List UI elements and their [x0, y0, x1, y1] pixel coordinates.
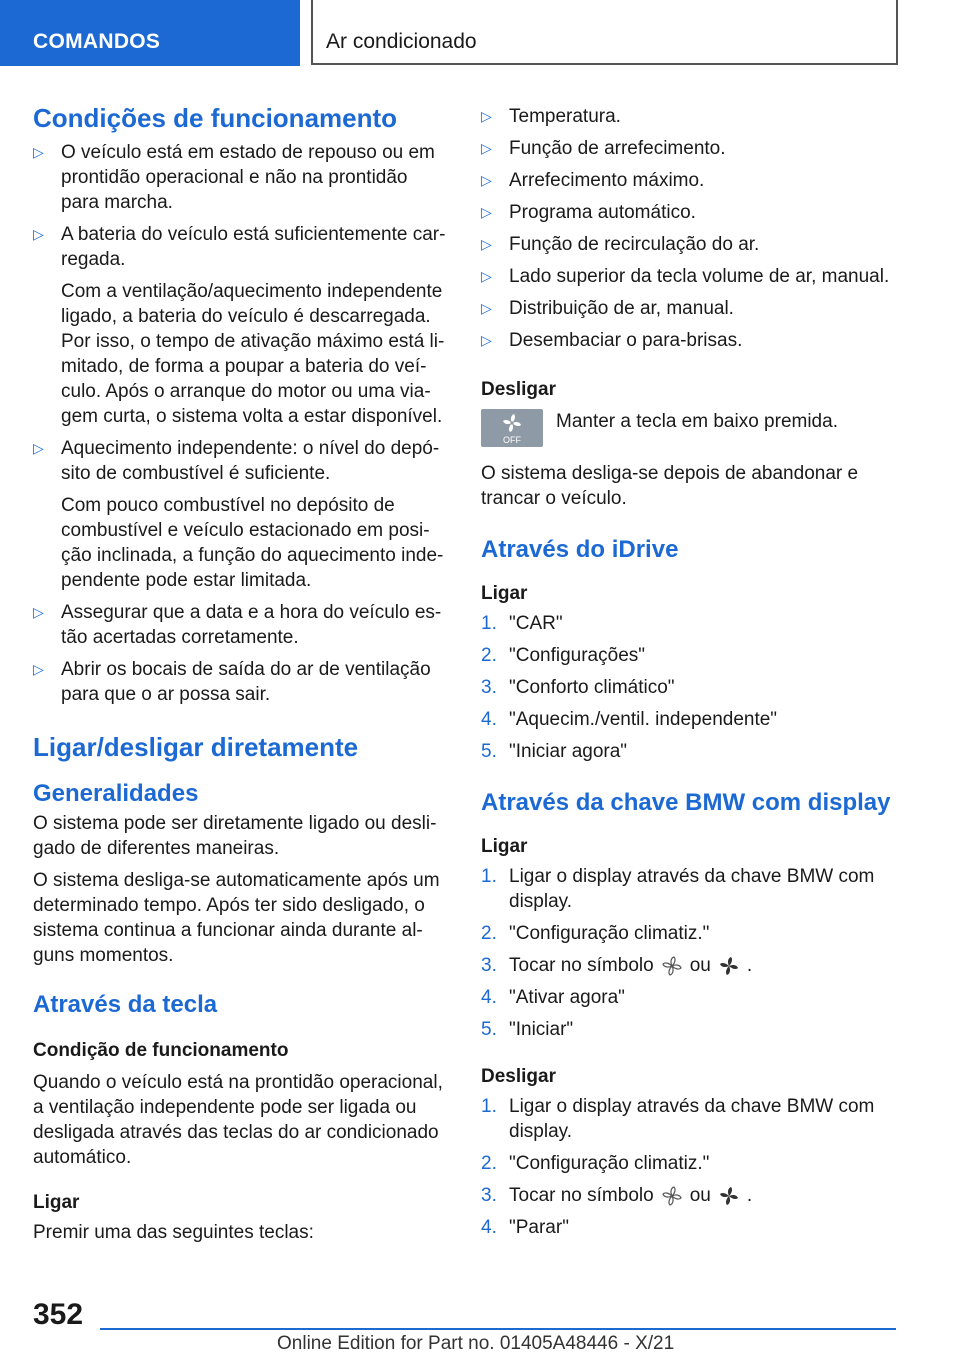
- list-item: 5. "Iniciar agora": [481, 741, 628, 762]
- fan-off-button-icon: [481, 409, 543, 447]
- footer-edition: Online Edition for Part no. 01405A48446 - X/21: [277, 1333, 675, 1354]
- left-column: [33, 100, 448, 1245]
- heading-conditions: Condições de funcionamento: [33, 103, 398, 133]
- list-item: 3. "Conforto climático": [481, 677, 675, 698]
- triangle-bullet-icon: ▷: [481, 108, 492, 124]
- list-item: ▷ Assegurar que a data e a hora do veículo es-tão acertadas corretamente.: [33, 602, 442, 648]
- heading-desligar: Desligar: [481, 379, 556, 400]
- triangle-bullet-icon: ▷: [33, 144, 44, 160]
- triangle-bullet-icon: ▷: [33, 226, 44, 242]
- fan-off-icon: [481, 409, 543, 447]
- conditions-list: [33, 140, 448, 707]
- fan-filled-icon: [717, 955, 741, 977]
- right-column: [481, 104, 901, 1240]
- off-button-row: [481, 409, 901, 451]
- list-item: 1. Ligar o display através da chave BMW com display.: [481, 866, 875, 912]
- footer-divider: [100, 1328, 896, 1330]
- ligar-paragraph: Premir uma das seguintes teclas:: [33, 1222, 314, 1243]
- heading-general: Generalidades: [33, 780, 199, 807]
- list-item: 4. "Ativar agora": [481, 987, 625, 1008]
- triangle-bullet-icon: ▷: [481, 300, 492, 316]
- triangle-bullet-icon: ▷: [481, 236, 492, 252]
- list-item: ▷ Função de arrefecimento.: [481, 138, 726, 159]
- triangle-bullet-icon: ▷: [481, 140, 492, 156]
- chapter-title: Ar condicionado: [326, 30, 477, 53]
- heading-cond2: Condição de funcionamento: [33, 1040, 289, 1061]
- heading-chave: Através da chave BMW com display: [481, 789, 891, 816]
- list-item: ▷ Lado superior da tecla volume de ar, manual.: [481, 266, 890, 287]
- heading-direct: Ligar/desligar diretamente: [33, 732, 359, 762]
- heading-tecla: Através da tecla: [33, 991, 218, 1018]
- list-item: 3. Tocar no símbolo ou .: [481, 955, 753, 976]
- triangle-bullet-icon: ▷: [481, 172, 492, 188]
- page-header: [0, 0, 960, 66]
- list-item: 1. Ligar o display através da chave BMW com display.: [481, 1096, 875, 1142]
- page-number: 352: [33, 1298, 84, 1331]
- list-item: ▷ Programa automático.: [481, 202, 696, 223]
- list-item: 2. "Configurações": [481, 645, 646, 666]
- list-item: 4. "Aquecim./ventil. independente": [481, 709, 778, 730]
- list-item: 4. "Parar": [481, 1217, 569, 1238]
- heading-ligar: Ligar: [33, 1192, 80, 1213]
- fan-outline-icon: [660, 1185, 684, 1207]
- triangle-bullet-icon: ▷: [33, 661, 44, 677]
- list-item: 1. "CAR": [481, 613, 563, 634]
- chave-on-steps: [481, 864, 901, 1042]
- chave-off-steps: [481, 1094, 901, 1240]
- list-item: ▷ O veículo está em estado de repouso ou em prontidão operacional e não na prontidão para marcha.: [33, 142, 435, 213]
- heading-idrive-ligar: Ligar: [481, 583, 528, 604]
- heading-chave-ligar: Ligar: [481, 836, 528, 857]
- chapter-box: [311, 0, 898, 65]
- idrive-steps: [481, 611, 901, 764]
- triangle-bullet-icon: ▷: [481, 204, 492, 220]
- list-item: ▷ Desembaciar o para-brisas.: [481, 330, 743, 351]
- list-item: ▷ Aquecimento independente: o nível do depó-sito de combustível é suficiente. Com pouco combustível no depósito de combustível e veículo estacionado em posi-ção inclinada, a função do aquecimento inde-pendente pode estar limitada.: [33, 438, 444, 591]
- fan-filled-icon: [717, 1185, 741, 1207]
- heading-idrive: Através do iDrive: [481, 536, 679, 563]
- off-button-text: Manter a tecla em baixo premida.: [556, 411, 838, 432]
- svg-text:OFF: OFF: [503, 435, 521, 445]
- triangle-bullet-icon: ▷: [481, 332, 492, 348]
- fan-outline-icon: [660, 955, 684, 977]
- general-paragraph-1: O sistema pode ser diretamente ligado ou desli-gado de diferentes maneiras.: [33, 813, 437, 859]
- section-tab: [0, 0, 300, 66]
- list-item: 2. "Configuração climatiz.": [481, 923, 710, 944]
- list-item: ▷ Abrir os bocais de saída do ar de ventilação para que o ar possa sair.: [33, 659, 431, 705]
- heading-chave-desligar: Desligar: [481, 1066, 556, 1087]
- triangle-bullet-icon: ▷: [33, 604, 44, 620]
- list-item: 3. Tocar no símbolo ou .: [481, 1185, 753, 1206]
- list-item: ▷ Função de recirculação do ar.: [481, 234, 760, 255]
- triangle-bullet-icon: ▷: [33, 440, 44, 456]
- list-item: ▷ Distribuição de ar, manual.: [481, 298, 734, 319]
- list-item: 2. "Configuração climatiz.": [481, 1153, 710, 1174]
- general-paragraph-2: O sistema desliga-se automaticamente após um determinado tempo. Após ter sido desligado, o sistema continua a funcionar ainda durante al-guns momentos.: [33, 870, 440, 966]
- desligar-paragraph: O sistema desliga-se depois de abandonar e trancar o veículo.: [481, 463, 859, 509]
- list-item: 5. "Iniciar": [481, 1019, 574, 1040]
- section-label: COMANDOS: [33, 30, 161, 53]
- keys-list: [481, 104, 901, 353]
- triangle-bullet-icon: ▷: [481, 268, 492, 284]
- list-item: ▷ Arrefecimento máximo.: [481, 170, 705, 191]
- cond2-paragraph: Quando o veículo está na prontidão operacional, a ventilação independente pode ser ligada ou desligada através das teclas do ar condicionado automático.: [33, 1072, 443, 1168]
- list-item: ▷ Temperatura.: [481, 106, 621, 127]
- list-item: ▷ A bateria do veículo está suficientemente car-regada. Com a ventilação/aquecimento independente ligado, a bateria do veículo é descarregada. Por isso, o tempo de ativação máximo está li-mitado, de forma a poupar a bateria do veí-culo. Após o arranque do motor ou uma via-gem curta, o sistema volta a estar disponível.: [33, 224, 446, 427]
